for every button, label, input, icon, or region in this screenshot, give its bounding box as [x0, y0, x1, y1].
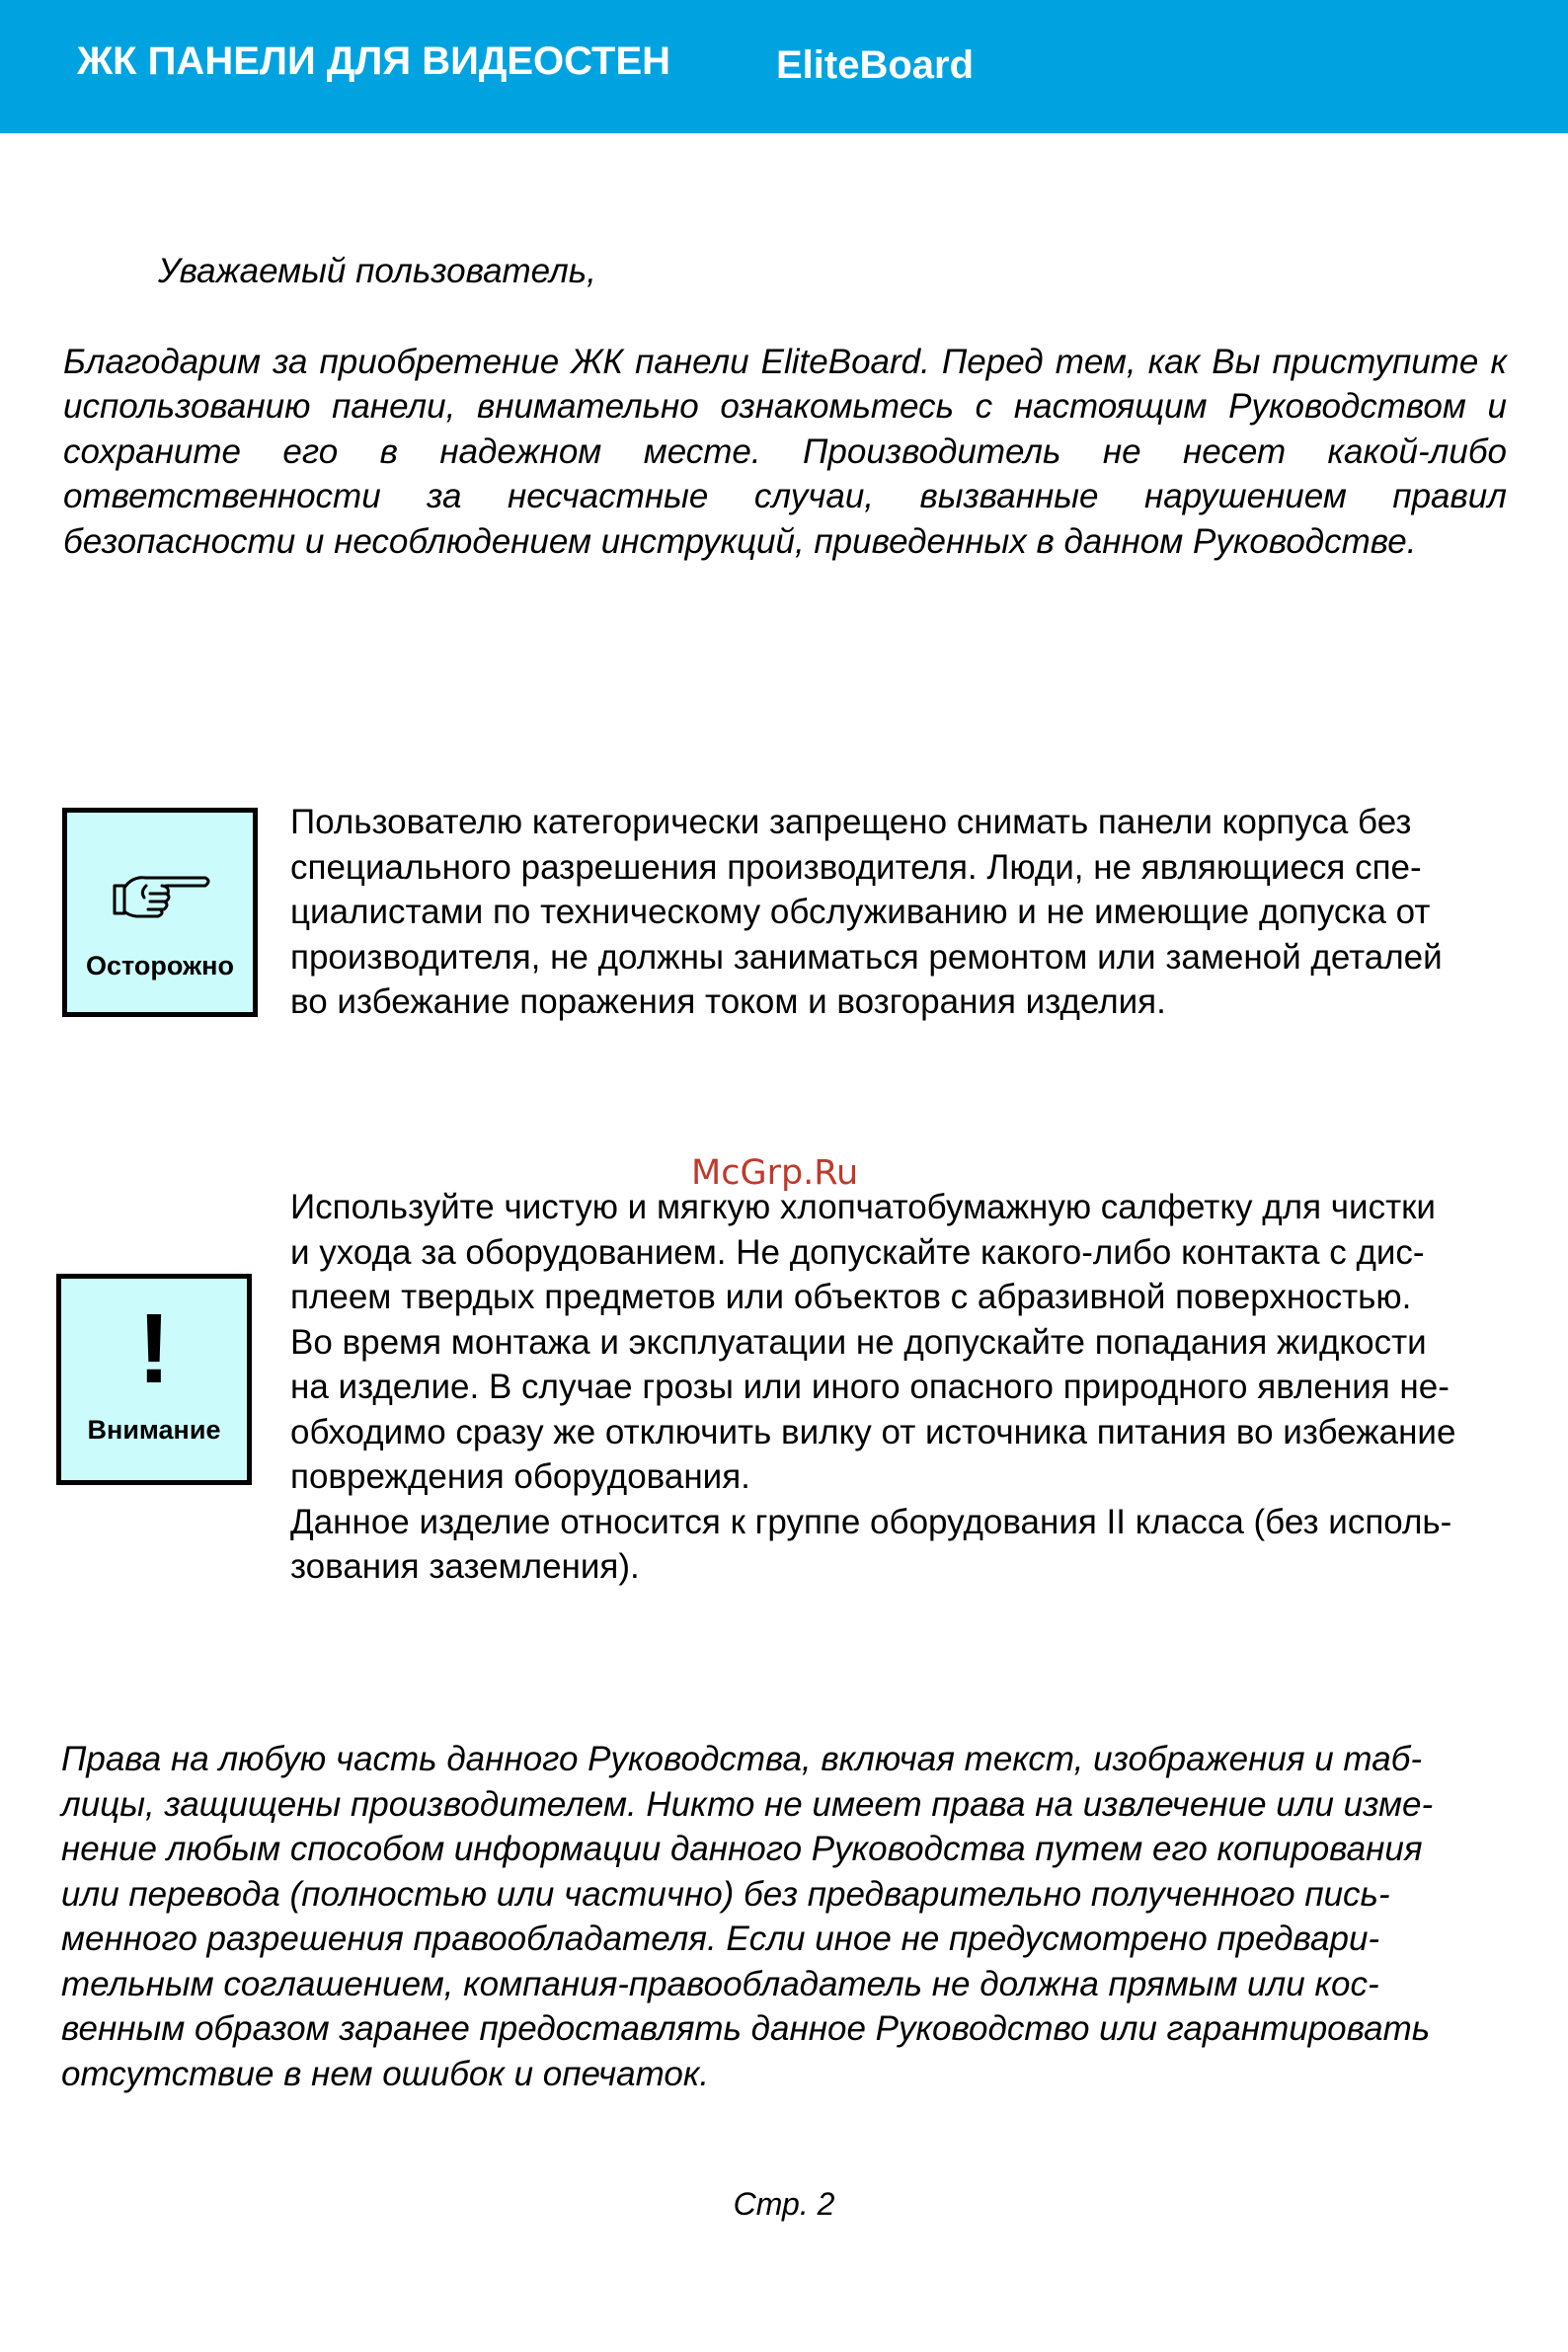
warning-notice-box: [56, 1274, 252, 1485]
caution-text-line: во избежание поражения током и возгорания изделия.: [290, 982, 1166, 1021]
copyright-line: нение любым способом информации данного Руководства путем его копирования: [61, 1830, 1423, 1868]
caution-text-line: производителя, не должны заниматься ремонтом или заменой деталей: [290, 937, 1443, 977]
warning-text-line: Данное изделие относится к группе оборудования II класса (без исполь-: [290, 1502, 1452, 1541]
header-bar: [0, 0, 1568, 133]
watermark: McGrp.Ru: [691, 1153, 859, 1193]
warning-text-line: и ухода за оборудованием. Не допускайте какого-либо контакта с дис-: [290, 1232, 1425, 1272]
warning-text-line: повреждения оборудования.: [290, 1457, 750, 1496]
header-title: ЖК ПАНЕЛИ ДЛЯ ВИДЕОСТЕН: [77, 39, 671, 83]
warning-text-line: плеем твердых предметов или объектов с абразивной поверхностью.: [290, 1278, 1412, 1316]
greeting: Уважаемый пользователь,: [158, 252, 596, 290]
exclamation-icon: !: [137, 1294, 171, 1404]
page-number: Стр. 2: [733, 2186, 835, 2222]
warning-text-line: на изделие. В случае грозы или иного опасного природного явления не-: [290, 1368, 1450, 1406]
warning-text-line: обходимо сразу же отключить вилку от источника питания во избежание: [290, 1412, 1456, 1451]
warning-text-line: зования заземления).: [290, 1547, 640, 1586]
warning-text-line: Во время монтажа и эксплуатации не допускайте попадания жидкости: [290, 1322, 1427, 1362]
pointing-hand-icon: [111, 866, 213, 925]
copyright-line: отсутствие в нем ошибок и опечаток.: [61, 2054, 710, 2093]
copyright-line: тельным соглашением, компания-правообладатель не должна прямым или кос-: [61, 1964, 1379, 2003]
copyright-line: или перевода (полностью или частично) без предварительно полученного пись-: [61, 1874, 1390, 1914]
caution-label: Осторожно: [86, 951, 234, 980]
caution-text-line: специального разрешения производителя. Люди, не являющиеся спе-: [290, 847, 1422, 887]
warning-label: Внимание: [87, 1415, 221, 1445]
copyright-line: менного разрешения правообладателя. Если иное не предусмотрено предвари-: [61, 1920, 1380, 1958]
caution-text-line: Пользователю категорически запрещено снимать панели корпуса без: [290, 803, 1412, 841]
caution-notice-box: [62, 808, 258, 1017]
intro-paragraph: Благодарим за приобретение ЖК панели EliteBoard. Перед тем, как Вы приступите к использованию панели, внимательно ознакомьтесь с настоящим Руководством и сохраните его в надежном месте. Производитель не несет какой-либо ответственности за несчастные случаи, вызванные нарушением правил безопасности и несоблюдением инструкций, приведенных в данном Руководстве.: [63, 343, 1507, 561]
copyright-line: венным образом заранее предоставлять данное Руководство или гарантировать: [61, 2009, 1431, 2048]
warning-text-line: Используйте чистую и мягкую хлопчатобумажную салфетку для чистки: [290, 1188, 1436, 1226]
caution-text: [290, 800, 1507, 1025]
header-brand: EliteBoard: [776, 43, 975, 87]
warning-text: [290, 1185, 1507, 1590]
caution-text-line: циалистами по техническому обслуживанию и не имеющие допуска от: [290, 893, 1431, 931]
copyright-notice: [61, 1737, 1507, 2096]
copyright-line: лицы, защищены производителем. Никто не имеет права на извлечение или изме-: [61, 1784, 1434, 1824]
copyright-line: Права на любую часть данного Руководства, включая текст, изображения и таб-: [61, 1740, 1423, 1778]
